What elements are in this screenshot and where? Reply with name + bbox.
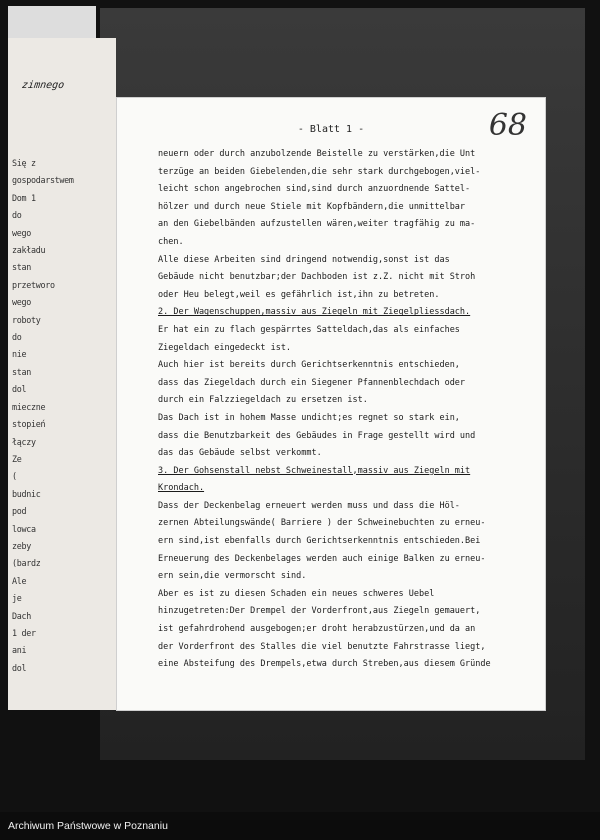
left-column-line: Ze — [12, 453, 22, 464]
handwritten-page-number: 68 — [488, 108, 527, 143]
left-column-line: gospodarstwem — [12, 175, 74, 186]
text-line: Alle diese Arbeiten sind dringend notwendig,sonst ist das — [158, 254, 450, 265]
page-header: - Blatt 1 - — [297, 124, 365, 135]
left-column-line: stopień — [12, 419, 46, 430]
left-column-line: stan — [12, 262, 31, 273]
text-line: hinzugetreten:Der Drempel der Vorderfront,aus Ziegeln gemauert, — [158, 606, 481, 617]
text-line: 2. Der Wagenschuppen,massiv aus Ziegeln mit Ziegelpliessdach. — [158, 307, 471, 318]
left-column-line: ( — [12, 471, 17, 482]
left-column-line: dol — [12, 662, 27, 673]
left-column-line: pod — [12, 506, 27, 517]
text-line: ist gefahrdrohend ausgebogen;er droht herabzustürzen,und da an — [158, 624, 476, 635]
text-line: eine Absteifung des Drempels,etwa durch Streben,aus diesem Gründe — [158, 659, 491, 670]
left-column-line: do — [12, 210, 27, 221]
left-column-line: wego — [12, 227, 31, 238]
left-column-line: mieczne — [12, 401, 46, 412]
left-label: zimnego — [21, 80, 65, 91]
text-line: neuern oder durch anzubolzende Beistelle zu verstärken,die Unt — [158, 149, 476, 159]
left-column-line: dol — [12, 384, 27, 395]
left-column-line: Ale — [12, 575, 27, 586]
archive-credit: Archiwum Państwowe w Poznaniu — [8, 820, 168, 832]
text-line: Krondach. — [158, 483, 205, 494]
text-line: Aber es ist zu diesen Schaden ein neues schweres Uebel — [158, 588, 435, 599]
text-line: der Vorderfront des Stalles die viel benutzte Fahrstrasse liegt, — [158, 641, 486, 652]
document-page — [117, 98, 545, 710]
left-column-line: stan — [12, 366, 31, 377]
text-line: Auch hier ist bereits durch Gerichtserkenntnis entschieden, — [158, 360, 460, 371]
left-column-line: lowca — [12, 523, 36, 534]
left-column-line: 1 der — [12, 627, 36, 638]
text-line: Gebäude nicht benutzbar;der Dachboden ist z.Z. nicht mit Stroh — [158, 272, 476, 283]
left-column-text — [12, 155, 80, 675]
text-line: Ziegeldach eingedeckt ist. — [158, 342, 292, 353]
text-line: das das Gebäude selbst verkommt. — [158, 448, 322, 459]
left-column-line: (bardz — [12, 558, 41, 569]
left-column-line: do — [12, 332, 22, 343]
text-line: Dass der Deckenbelag erneuert werden muss und dass die Höl- — [158, 500, 460, 511]
body-text — [158, 146, 542, 674]
text-line: Er hat ein zu flach gespärrtes Satteldach,das als einfaches — [158, 324, 460, 335]
left-column-line: je — [12, 593, 22, 604]
left-column-line: zakładu — [12, 245, 46, 256]
left-column-line: Dom 1 — [12, 192, 36, 203]
text-line: chen. — [158, 236, 184, 247]
text-line: oder Heu belegt,weil es gefährlich ist,ihn zu betreten. — [158, 289, 440, 300]
left-column-line: roboty — [12, 314, 41, 325]
left-column-line: zeby — [12, 540, 31, 551]
left-column-line: Dach — [12, 610, 31, 621]
text-line: leicht schon angebrochen sind,sind durch anzuordnende Sattel- — [158, 184, 471, 195]
text-line: dass das Ziegeldach durch ein Siegener Pfannenblechdach oder — [158, 377, 466, 388]
text-line: ern sein,die vermorscht sind. — [158, 571, 307, 582]
text-line: ern sind,ist ebenfalls durch Gerichtserkenntnis entschieden.Bei — [158, 536, 481, 547]
text-line: 3. Der Gohsenstall nebst Schweinestall,massiv aus Ziegeln mit — [158, 465, 471, 476]
left-column-line: wego — [12, 297, 31, 308]
text-line: Erneuerung des Deckenbelages werden auch einige Balken zu erneu- — [158, 553, 486, 564]
text-line: an den Giebelbänden aufzustellen wären,weiter tragfähig zu ma- — [158, 219, 476, 230]
text-line: zernen Abteilungswände( Barriere ) der Schweinebuchten zu erneu- — [158, 518, 486, 529]
left-column-line: Się z — [12, 158, 36, 168]
left-column-line: przetworo — [12, 279, 55, 290]
left-tab — [8, 6, 96, 38]
left-column-line: nie — [12, 349, 27, 360]
left-column-line: ani — [12, 645, 27, 656]
text-line: durch ein Falzziegeldach zu ersetzen ist. — [158, 395, 368, 406]
left-column-line: budnic — [12, 488, 41, 499]
text-line: hölzer und durch neue Stiele mit Kopfbändern,die unmittelbar — [158, 201, 466, 212]
text-line: Das Dach ist in hohem Masse undicht;es regnet so stark ein, — [158, 412, 460, 423]
left-column-line: łączy — [12, 436, 36, 447]
text-line: terzüge an beiden Giebelenden,die sehr stark durchgebogen,viel- — [158, 166, 481, 177]
text-line: dass die Benutzbarkeit des Gebäudes in Frage gestellt wird und — [158, 430, 476, 441]
